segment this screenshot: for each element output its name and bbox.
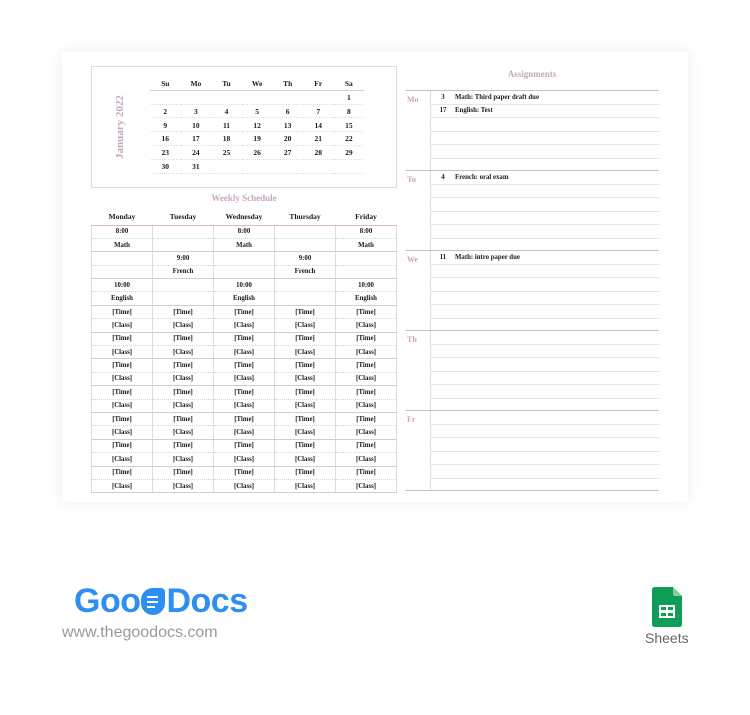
schedule-cell: 8:00 xyxy=(214,225,275,238)
calendar-day: 15 xyxy=(334,119,365,133)
schedule-cell: [Time] xyxy=(214,386,275,399)
assignment-date: 17 xyxy=(439,107,447,115)
calendar-weekday-header xyxy=(150,77,364,91)
schedule-cell xyxy=(275,279,336,292)
schedule-cell xyxy=(153,292,214,305)
list-item xyxy=(431,452,659,466)
table-row xyxy=(92,265,397,278)
list-item xyxy=(431,251,659,265)
schedule-cell: [Time] xyxy=(336,412,397,425)
list-item xyxy=(431,132,659,146)
table-row xyxy=(92,305,397,318)
goodocs-logo[interactable] xyxy=(74,582,248,621)
assignment-lines xyxy=(431,171,659,239)
planner-sheet xyxy=(62,52,688,502)
calendar-day xyxy=(272,91,303,105)
assignments-title: Assignments xyxy=(507,69,557,79)
table-row xyxy=(92,359,397,372)
schedule-cell: [Time] xyxy=(336,386,397,399)
assignment-day-block xyxy=(405,170,659,250)
schedule-cell: [Time] xyxy=(275,466,336,479)
schedule-cell: [Class] xyxy=(153,399,214,412)
schedule-cell: English xyxy=(214,292,275,305)
calendar-day: 19 xyxy=(242,132,273,146)
schedule-cell xyxy=(153,238,214,251)
assignment-day-label: Mo xyxy=(405,91,431,170)
schedule-cell: [Class] xyxy=(92,453,153,466)
calendar-day xyxy=(303,160,334,174)
schedule-cell: [Time] xyxy=(153,386,214,399)
table-row xyxy=(92,279,397,292)
calendar-day xyxy=(334,160,365,174)
schedule-cell: [Class] xyxy=(275,319,336,332)
schedule-cell: [Class] xyxy=(336,426,397,439)
list-item xyxy=(431,331,659,345)
schedule-cell: [Class] xyxy=(275,346,336,359)
calendar-day: 22 xyxy=(334,132,365,146)
calendar-weekday: We xyxy=(242,77,273,91)
calendar-day xyxy=(211,91,242,105)
schedule-cell: [Time] xyxy=(275,332,336,345)
schedule-cell xyxy=(336,252,397,265)
schedule-cell: [Class] xyxy=(92,426,153,439)
calendar-day: 2 xyxy=(150,105,181,119)
schedule-cell xyxy=(214,265,275,278)
schedule-cell: Math xyxy=(336,238,397,251)
assignment-day-label: Th xyxy=(405,331,431,410)
assignment-text: French: oral exam xyxy=(455,173,509,181)
assignments-bottom-rule xyxy=(405,490,659,491)
calendar-weekday: Th xyxy=(272,77,303,91)
list-item xyxy=(431,265,659,279)
table-row xyxy=(92,346,397,359)
calendar-day: 1 xyxy=(334,91,365,105)
schedule-title: Weekly Schedule xyxy=(211,193,277,203)
schedule-cell: [Class] xyxy=(153,453,214,466)
table-row xyxy=(92,238,397,251)
schedule-day-header: Thursday xyxy=(275,209,336,225)
calendar-day: 11 xyxy=(211,119,242,133)
schedule-cell: [Time] xyxy=(336,305,397,318)
schedule-cell: [Class] xyxy=(153,479,214,492)
schedule-day-header: Monday xyxy=(92,209,153,225)
schedule-cell: [Time] xyxy=(92,359,153,372)
calendar-day xyxy=(303,91,334,105)
schedule-cell: [Class] xyxy=(336,399,397,412)
schedule-cell: [Class] xyxy=(153,372,214,385)
schedule-cell: [Class] xyxy=(92,399,153,412)
schedule-cell: [Time] xyxy=(92,466,153,479)
schedule-cell: [Class] xyxy=(214,346,275,359)
assignment-lines xyxy=(431,331,659,399)
schedule-cell: 10:00 xyxy=(214,279,275,292)
schedule-cell: [Class] xyxy=(275,372,336,385)
schedule-cell: 9:00 xyxy=(153,252,214,265)
calendar-day: 23 xyxy=(150,146,181,160)
list-item xyxy=(431,278,659,292)
calendar-day: 25 xyxy=(211,146,242,160)
schedule-cell: [Time] xyxy=(92,386,153,399)
calendar-weekday: Tu xyxy=(211,77,242,91)
weekly-schedule-table xyxy=(91,209,397,493)
table-row xyxy=(92,466,397,479)
schedule-cell: [Class] xyxy=(275,426,336,439)
schedule-cell xyxy=(275,225,336,238)
schedule-cell: [Time] xyxy=(275,412,336,425)
schedule-cell xyxy=(275,292,336,305)
calendar-week-row xyxy=(150,132,364,146)
calendar-week-row xyxy=(150,91,364,105)
sheets-label: Sheets xyxy=(645,630,689,646)
schedule-cell xyxy=(336,265,397,278)
logo-text-right: Docs xyxy=(166,582,248,620)
assignment-lines xyxy=(431,251,659,319)
list-item xyxy=(431,465,659,479)
calendar-day xyxy=(242,160,273,174)
list-item xyxy=(431,345,659,359)
calendar-day: 28 xyxy=(303,146,334,160)
assignment-day-block xyxy=(405,410,659,490)
assignment-lines xyxy=(431,91,659,159)
calendar-day: 10 xyxy=(181,119,212,133)
calendar-day: 7 xyxy=(303,105,334,119)
calendar-day: 13 xyxy=(272,119,303,133)
list-item xyxy=(431,358,659,372)
calendar-weekday: Mo xyxy=(181,77,212,91)
schedule-day-header: Friday xyxy=(336,209,397,225)
list-item xyxy=(431,425,659,439)
schedule-cell: [Class] xyxy=(214,372,275,385)
schedule-cell: 8:00 xyxy=(92,225,153,238)
schedule-cell: 9:00 xyxy=(275,252,336,265)
schedule-cell: [Time] xyxy=(153,412,214,425)
schedule-cell: English xyxy=(92,292,153,305)
schedule-cell: Math xyxy=(92,238,153,251)
table-row xyxy=(92,439,397,452)
calendar-day: 18 xyxy=(211,132,242,146)
list-item xyxy=(431,118,659,132)
schedule-cell: [Time] xyxy=(214,439,275,452)
assignment-text: Math: Third paper draft due xyxy=(455,93,539,101)
calendar-day: 30 xyxy=(150,160,181,174)
list-item xyxy=(431,212,659,226)
schedule-cell: [Time] xyxy=(336,439,397,452)
calendar-day: 29 xyxy=(334,146,365,160)
table-row xyxy=(92,252,397,265)
schedule-cell: 10:00 xyxy=(336,279,397,292)
schedule-cell: [Time] xyxy=(336,332,397,345)
calendar-week-row xyxy=(150,119,364,133)
schedule-cell: [Time] xyxy=(153,439,214,452)
list-item xyxy=(431,171,659,185)
schedule-cell: [Class] xyxy=(214,426,275,439)
calendar-day xyxy=(150,91,181,105)
schedule-cell: [Class] xyxy=(336,453,397,466)
schedule-cell: [Class] xyxy=(92,372,153,385)
schedule-cell: [Time] xyxy=(153,332,214,345)
table-row xyxy=(92,292,397,305)
list-item xyxy=(431,105,659,119)
calendar-day: 24 xyxy=(181,146,212,160)
list-item xyxy=(431,438,659,452)
assignment-day-block xyxy=(405,90,659,170)
calendar-week-row xyxy=(150,160,364,174)
schedule-cell xyxy=(92,252,153,265)
assignment-text: English: Test xyxy=(455,107,493,115)
schedule-cell: [Time] xyxy=(214,412,275,425)
calendar-week-row xyxy=(150,105,364,119)
schedule-cell: [Time] xyxy=(92,332,153,345)
calendar-day: 27 xyxy=(272,146,303,160)
schedule-cell: [Class] xyxy=(153,319,214,332)
schedule-cell: [Time] xyxy=(92,412,153,425)
google-sheets-icon xyxy=(652,587,682,627)
table-row xyxy=(92,225,397,238)
calendar-month-wrap xyxy=(102,79,138,175)
schedule-cell: [Class] xyxy=(92,479,153,492)
schedule-cell: 8:00 xyxy=(336,225,397,238)
table-row xyxy=(92,372,397,385)
calendar-day: 5 xyxy=(242,105,273,119)
calendar-day xyxy=(181,91,212,105)
table-row xyxy=(92,453,397,466)
schedule-cell xyxy=(153,225,214,238)
schedule-body xyxy=(92,225,397,493)
list-item xyxy=(431,91,659,105)
schedule-cell: [Time] xyxy=(92,305,153,318)
schedule-header-row xyxy=(92,209,397,225)
schedule-cell: [Time] xyxy=(275,305,336,318)
document-icon xyxy=(141,588,165,615)
calendar-day: 31 xyxy=(181,160,212,174)
schedule-cell xyxy=(275,238,336,251)
logo-text-left: Goo xyxy=(74,582,141,620)
schedule-cell: [Class] xyxy=(275,399,336,412)
calendar-day xyxy=(242,91,273,105)
calendar-day: 17 xyxy=(181,132,212,146)
schedule-day-header: Tuesday xyxy=(153,209,214,225)
schedule-cell: Math xyxy=(214,238,275,251)
calendar-day: 9 xyxy=(150,119,181,133)
calendar-day: 16 xyxy=(150,132,181,146)
schedule-cell: [Class] xyxy=(336,319,397,332)
calendar-weekday: Su xyxy=(150,77,181,91)
calendar-month-label: January 2022 xyxy=(114,95,126,159)
table-row xyxy=(92,426,397,439)
assignment-day-label: Tu xyxy=(405,171,431,250)
calendar-week-row xyxy=(150,146,364,160)
schedule-cell: [Time] xyxy=(275,359,336,372)
schedule-cell: [Class] xyxy=(336,479,397,492)
list-item xyxy=(431,225,659,239)
calendar-day xyxy=(211,160,242,174)
schedule-cell xyxy=(92,265,153,278)
schedule-day-header: Wednesday xyxy=(214,209,275,225)
list-item xyxy=(431,411,659,425)
schedule-cell: [Class] xyxy=(275,479,336,492)
schedule-cell: [Class] xyxy=(92,346,153,359)
assignment-day-label: Fr xyxy=(405,411,431,490)
schedule-cell: French xyxy=(153,265,214,278)
calendar-day: 3 xyxy=(181,105,212,119)
calendar-day: 14 xyxy=(303,119,334,133)
calendar-day: 21 xyxy=(303,132,334,146)
assignment-date: 3 xyxy=(441,93,445,101)
schedule-cell: [Time] xyxy=(275,439,336,452)
schedule-cell: [Class] xyxy=(336,372,397,385)
schedule-cell: [Time] xyxy=(214,305,275,318)
list-item xyxy=(431,305,659,319)
schedule-cell: [Time] xyxy=(275,386,336,399)
schedule-cell: 10:00 xyxy=(92,279,153,292)
schedule-cell: [Time] xyxy=(92,439,153,452)
schedule-cell: [Time] xyxy=(153,359,214,372)
schedule-cell: [Time] xyxy=(214,466,275,479)
list-item xyxy=(431,372,659,386)
calendar-weekday: Fr xyxy=(303,77,334,91)
list-item xyxy=(431,198,659,212)
schedule-cell: [Class] xyxy=(214,319,275,332)
calendar-day: 26 xyxy=(242,146,273,160)
schedule-cell: French xyxy=(275,265,336,278)
assignment-text: Math: intro paper due xyxy=(455,253,520,261)
schedule-cell xyxy=(214,252,275,265)
schedule-cell: [Class] xyxy=(214,399,275,412)
list-item xyxy=(431,145,659,159)
schedule-cell: [Time] xyxy=(336,466,397,479)
month-calendar xyxy=(91,66,397,188)
calendar-day: 6 xyxy=(272,105,303,119)
website-url[interactable]: www.thegoodocs.com xyxy=(62,624,218,641)
table-row xyxy=(92,319,397,332)
schedule-cell: [Class] xyxy=(214,479,275,492)
assignment-day-label: We xyxy=(405,251,431,330)
schedule-cell: [Class] xyxy=(336,346,397,359)
table-row xyxy=(92,479,397,492)
schedule-cell: [Time] xyxy=(336,359,397,372)
schedule-cell: [Time] xyxy=(153,305,214,318)
schedule-cell: [Class] xyxy=(275,453,336,466)
assignment-lines xyxy=(431,411,659,479)
table-row xyxy=(92,399,397,412)
table-row xyxy=(92,332,397,345)
table-row xyxy=(92,386,397,399)
schedule-cell: [Class] xyxy=(214,453,275,466)
calendar-day: 4 xyxy=(211,105,242,119)
calendar-day: 20 xyxy=(272,132,303,146)
calendar-day xyxy=(272,160,303,174)
list-item xyxy=(431,385,659,399)
schedule-cell: [Time] xyxy=(214,332,275,345)
schedule-cell xyxy=(153,279,214,292)
assignment-date: 4 xyxy=(441,173,445,181)
schedule-cell: [Class] xyxy=(153,426,214,439)
assignment-day-block xyxy=(405,330,659,410)
list-item xyxy=(431,185,659,199)
assignment-day-block xyxy=(405,250,659,330)
assignment-date: 11 xyxy=(439,253,447,261)
schedule-cell: English xyxy=(336,292,397,305)
table-row xyxy=(92,412,397,425)
calendar-day: 8 xyxy=(334,105,365,119)
calendar-weekday: Sa xyxy=(334,77,365,91)
schedule-cell: [Time] xyxy=(153,466,214,479)
schedule-cell: [Class] xyxy=(92,319,153,332)
schedule-cell: [Class] xyxy=(153,346,214,359)
calendar-day: 12 xyxy=(242,119,273,133)
list-item xyxy=(431,292,659,306)
schedule-cell: [Time] xyxy=(214,359,275,372)
